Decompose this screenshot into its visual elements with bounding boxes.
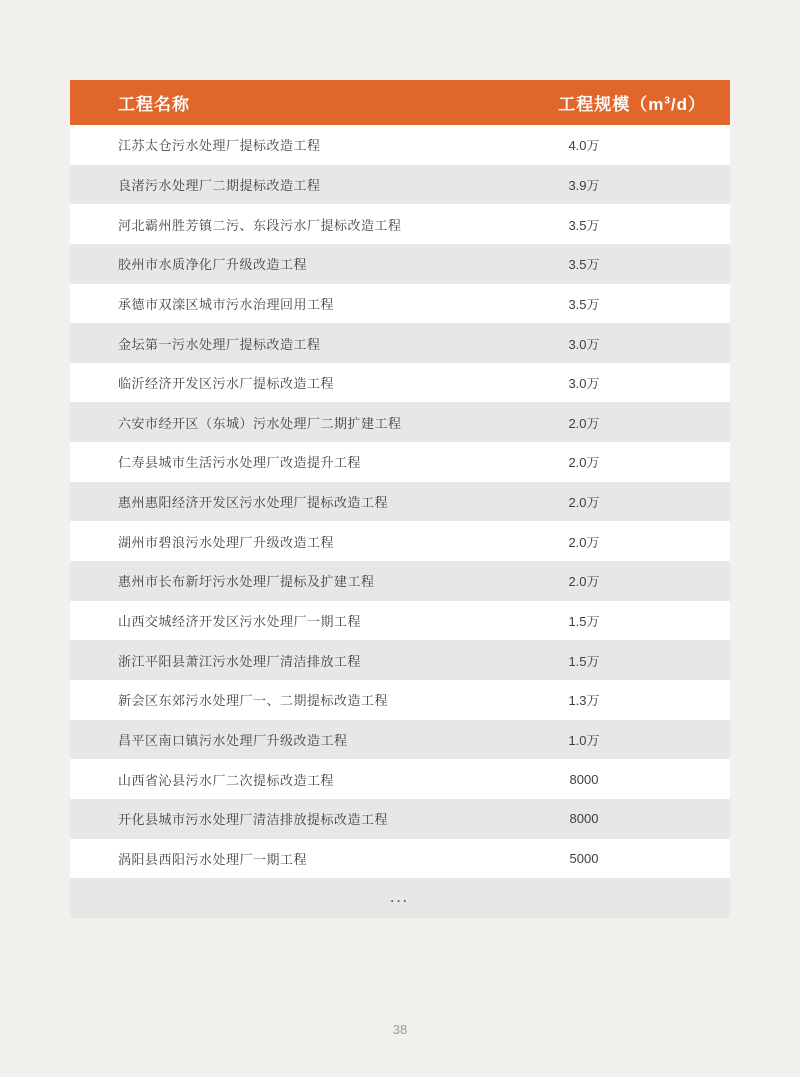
- project-name-cell: 浙江平阳县萧江污水处理厂清洁排放工程: [118, 653, 362, 669]
- project-name-cell: 仁寿县城市生活污水处理厂改造提升工程: [118, 455, 362, 471]
- project-name-cell: 山西交城经济开发区污水处理厂一期工程: [118, 614, 362, 629]
- table-body: [70, 125, 730, 878]
- project-scale-cell: 1.0万: [568, 732, 600, 748]
- table-row: [70, 363, 730, 403]
- project-scale-cell: 8000: [569, 771, 599, 787]
- project-scale-cell: 3.0万: [568, 376, 600, 392]
- project-scale-cell: 2.0万: [568, 574, 600, 590]
- table-row: [70, 839, 730, 879]
- project-scale-cell: 1.5万: [568, 614, 600, 629]
- project-name-cell: 湖州市碧浪污水处理厂升级改造工程: [118, 534, 335, 550]
- project-scale-cell: 1.3万: [568, 693, 600, 709]
- project-scale-cell: 3.5万: [568, 217, 600, 233]
- project-scale-cell: 4.0万: [568, 138, 600, 154]
- table-row: [70, 720, 730, 760]
- table-row: [70, 244, 730, 284]
- project-name-cell: 六安市经开区（东城）污水处理厂二期扩建工程: [118, 415, 402, 431]
- project-name-cell: 临沂经济开发区污水厂提标改造工程: [118, 376, 335, 392]
- scale-label-prefix: 工程规模（m: [558, 95, 665, 114]
- table-row: [70, 482, 730, 522]
- page-number: 38: [392, 1022, 408, 1037]
- project-name-cell: 涡阳县西阳污水处理厂一期工程: [118, 851, 308, 867]
- project-name-cell: 江苏太仓污水处理厂提标改造工程: [118, 138, 321, 154]
- project-scale-cell: 1.5万: [568, 653, 600, 669]
- project-name-cell: 昌平区南口镇污水处理厂升级改造工程: [118, 732, 348, 748]
- project-name-cell: 胶州市水质净化厂升级改造工程: [118, 257, 308, 273]
- ellipsis-text: ...: [390, 890, 410, 905]
- project-name-cell: 新会区东郊污水处理厂一、二期提标改造工程: [118, 693, 389, 709]
- project-scale-cell: 2.0万: [568, 415, 600, 431]
- ellipsis-row: [70, 878, 730, 918]
- project-scale-cell: 2.0万: [568, 455, 600, 471]
- project-scale-cell: 3.0万: [568, 336, 600, 352]
- project-name-cell: 承德市双滦区城市污水治理回用工程: [118, 296, 335, 312]
- scale-label-suffix: /d）: [670, 95, 706, 114]
- header-project-name: 工程名称: [118, 95, 190, 114]
- project-name-cell: 开化县城市污水处理厂清洁排放提标改造工程: [118, 812, 389, 828]
- table-row: [70, 799, 730, 839]
- table-row: [70, 521, 730, 561]
- table-row: [70, 561, 730, 601]
- table-row: [70, 204, 730, 244]
- table-row: [70, 601, 730, 641]
- table-row: [70, 323, 730, 363]
- project-scale-cell: 5000: [569, 850, 599, 866]
- project-scale-cell: 3.5万: [568, 257, 600, 273]
- project-name-cell: 惠州惠阳经济开发区污水处理厂提标改造工程: [118, 495, 389, 511]
- project-scale-cell: 3.9万: [568, 177, 600, 193]
- project-scale-cell: 8000: [569, 811, 599, 827]
- project-name-cell: 河北霸州胜芳镇二污、东段污水厂提标改造工程: [118, 217, 402, 233]
- project-scale-cell: 2.0万: [568, 534, 600, 550]
- project-name-cell: 山西省沁县污水厂二次提标改造工程: [118, 772, 335, 788]
- table-row: [70, 640, 730, 680]
- table-row: [70, 165, 730, 205]
- scale-label-superscript: 3: [664, 95, 671, 107]
- header-project-scale: [438, 90, 730, 115]
- table-row: [70, 680, 730, 720]
- table-row: [70, 402, 730, 442]
- table-row: [70, 442, 730, 482]
- table-header: [70, 80, 730, 125]
- projects-table: [70, 80, 730, 918]
- table-row: [70, 759, 730, 799]
- project-name-cell: 金坛第一污水处理厂提标改造工程: [118, 336, 321, 352]
- project-name-cell: 良渚污水处理厂二期提标改造工程: [118, 177, 321, 193]
- project-name-cell: 惠州市长布新圩污水处理厂提标及扩建工程: [118, 574, 375, 590]
- project-scale-cell: 2.0万: [568, 495, 600, 511]
- table-row: [70, 284, 730, 324]
- table-row: [70, 125, 730, 165]
- project-scale-cell: 3.5万: [568, 296, 600, 312]
